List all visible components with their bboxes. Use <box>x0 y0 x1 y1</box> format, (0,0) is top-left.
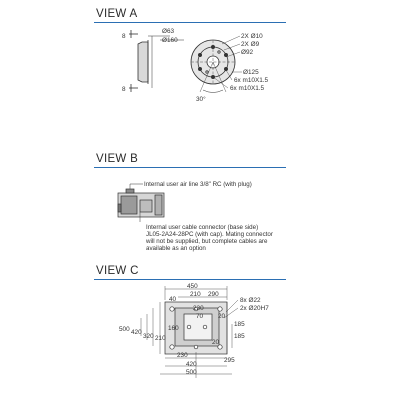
view-b-cable-line3: will not be supplied, but complete cables are <box>146 238 268 245</box>
view-a-phi92: Ø92 <box>241 49 254 56</box>
view-a-2x-phi10: 2X Ø10 <box>241 33 263 40</box>
view-a-angle30: 30° <box>196 96 206 103</box>
view-c-420-bottom: 420 <box>186 361 197 368</box>
view-c-2x-phi20h7: 2x Ø20H7 <box>240 305 269 312</box>
view-c-210: 210 <box>190 291 201 298</box>
view-b-air-line-callout: Internal user air line 3/8" RC (with plug) <box>144 181 252 188</box>
view-b-title: VIEW B <box>96 153 139 165</box>
view-c-450: 450 <box>187 283 198 290</box>
view-a-m10-a: 6x m10X1.5 <box>234 77 269 84</box>
view-c-210-left: 210 <box>155 335 166 342</box>
view-c-185-b: 185 <box>234 333 245 340</box>
view-c-500-left: 500 <box>119 326 130 333</box>
view-c-230-bottom: 230 <box>177 352 188 359</box>
view-a-dim-8-top: 8 <box>122 33 126 40</box>
view-a-dim-8-bottom: 8 <box>122 86 126 93</box>
view-a-phi160: Ø160 <box>162 37 178 44</box>
view-c-160: 160 <box>168 325 179 332</box>
view-c-230-top: 230 <box>193 305 204 312</box>
view-c-title: VIEW C <box>96 265 139 277</box>
view-c-rule <box>94 279 286 280</box>
view-c-20-b: 20 <box>212 339 220 346</box>
view-a-phi125: Ø125 <box>243 69 259 76</box>
view-c-295: 295 <box>224 357 235 364</box>
view-c-185-a: 185 <box>234 321 245 328</box>
view-c-500-bottom: 500 <box>186 369 197 376</box>
view-c-290: 290 <box>208 291 219 298</box>
view-c-8x-phi22: 8x Ø22 <box>240 297 261 304</box>
view-c-420-left: 420 <box>131 329 142 336</box>
view-a-phi63: Ø63 <box>162 28 175 35</box>
view-c-20: 20 <box>218 313 226 320</box>
view-a-title: VIEW A <box>96 8 138 20</box>
view-a-m10-b: 6x m10X1.5 <box>230 85 265 92</box>
view-b-rule <box>94 167 286 168</box>
view-c-320: 320 <box>143 333 154 340</box>
view-c-40: 40 <box>169 296 177 303</box>
view-b-cable-line1: Internal user cable connector (base side) <box>146 224 259 231</box>
view-b-cable-line4: available as an option <box>146 245 206 252</box>
view-c-70: 70 <box>196 313 204 320</box>
view-b-base-connector <box>118 189 164 217</box>
view-b-cable-line2: JL05-2A24-28PC (with cap). Mating connector <box>146 231 273 238</box>
view-a-2x-phi9: 2X Ø9 <box>241 41 260 48</box>
